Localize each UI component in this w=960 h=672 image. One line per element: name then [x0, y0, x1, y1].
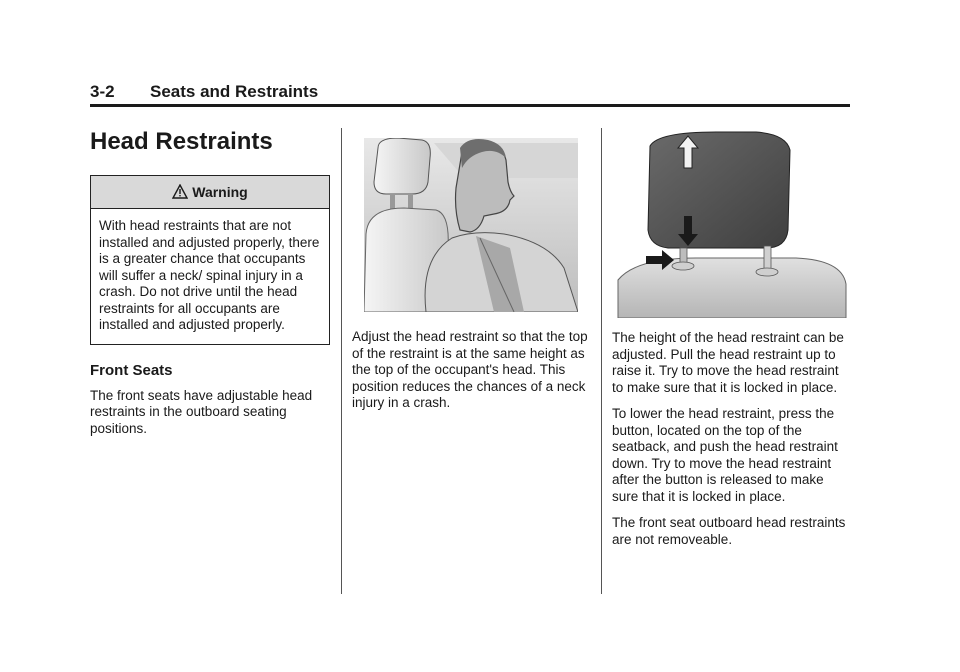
page-number: 3-2	[90, 82, 115, 101]
column-divider-2	[601, 128, 602, 594]
not-removeable-paragraph: The front seat outboard head restraints are not removeable.	[612, 515, 846, 547]
right-column	[612, 128, 852, 548]
lower-restraint-paragraph: To lower the head restraint, press the button, located on the top of the seatback, and push the head restraint down. Try to move the head restraint after the button is released to make sure that it is locked in place.	[612, 406, 838, 504]
page-header	[90, 80, 850, 107]
warning-header	[91, 176, 329, 209]
warning-box	[90, 175, 330, 345]
left-column	[90, 128, 330, 437]
column-divider	[341, 128, 342, 594]
warning-label: Warning	[192, 184, 248, 200]
head-restraint-position-illustration	[364, 138, 578, 312]
front-seats-heading: Front Seats	[90, 361, 173, 379]
front-seats-paragraph: The front seats have adjustable head restraints in the outboard seating positions.	[90, 387, 313, 436]
height-adjust-paragraph: The height of the head restraint can be adjusted. Pull the head restraint up to raise it. Try to move the head restraint to make sure that it is locked in place.	[612, 330, 844, 395]
section-title: Seats and Restraints	[150, 82, 319, 101]
warning-text: With head restraints that are not installed and adjusted properly, there is a greater chance that occupants will suffer a neck/ spinal injury in a crash. Do not drive until the head restraints for all occupants are installed and adjusted properly.	[99, 218, 320, 332]
head-restraint-adjustment-illustration	[616, 130, 848, 318]
adjust-restraint-paragraph: Adjust the head restraint so that the top of the restraint is at the same height as the top of the occupant's head. This position reduces the chances of a neck injury in a crash.	[352, 329, 588, 410]
middle-column	[352, 128, 590, 412]
page-title: Head Restraints	[90, 128, 273, 155]
warning-icon	[172, 184, 188, 200]
